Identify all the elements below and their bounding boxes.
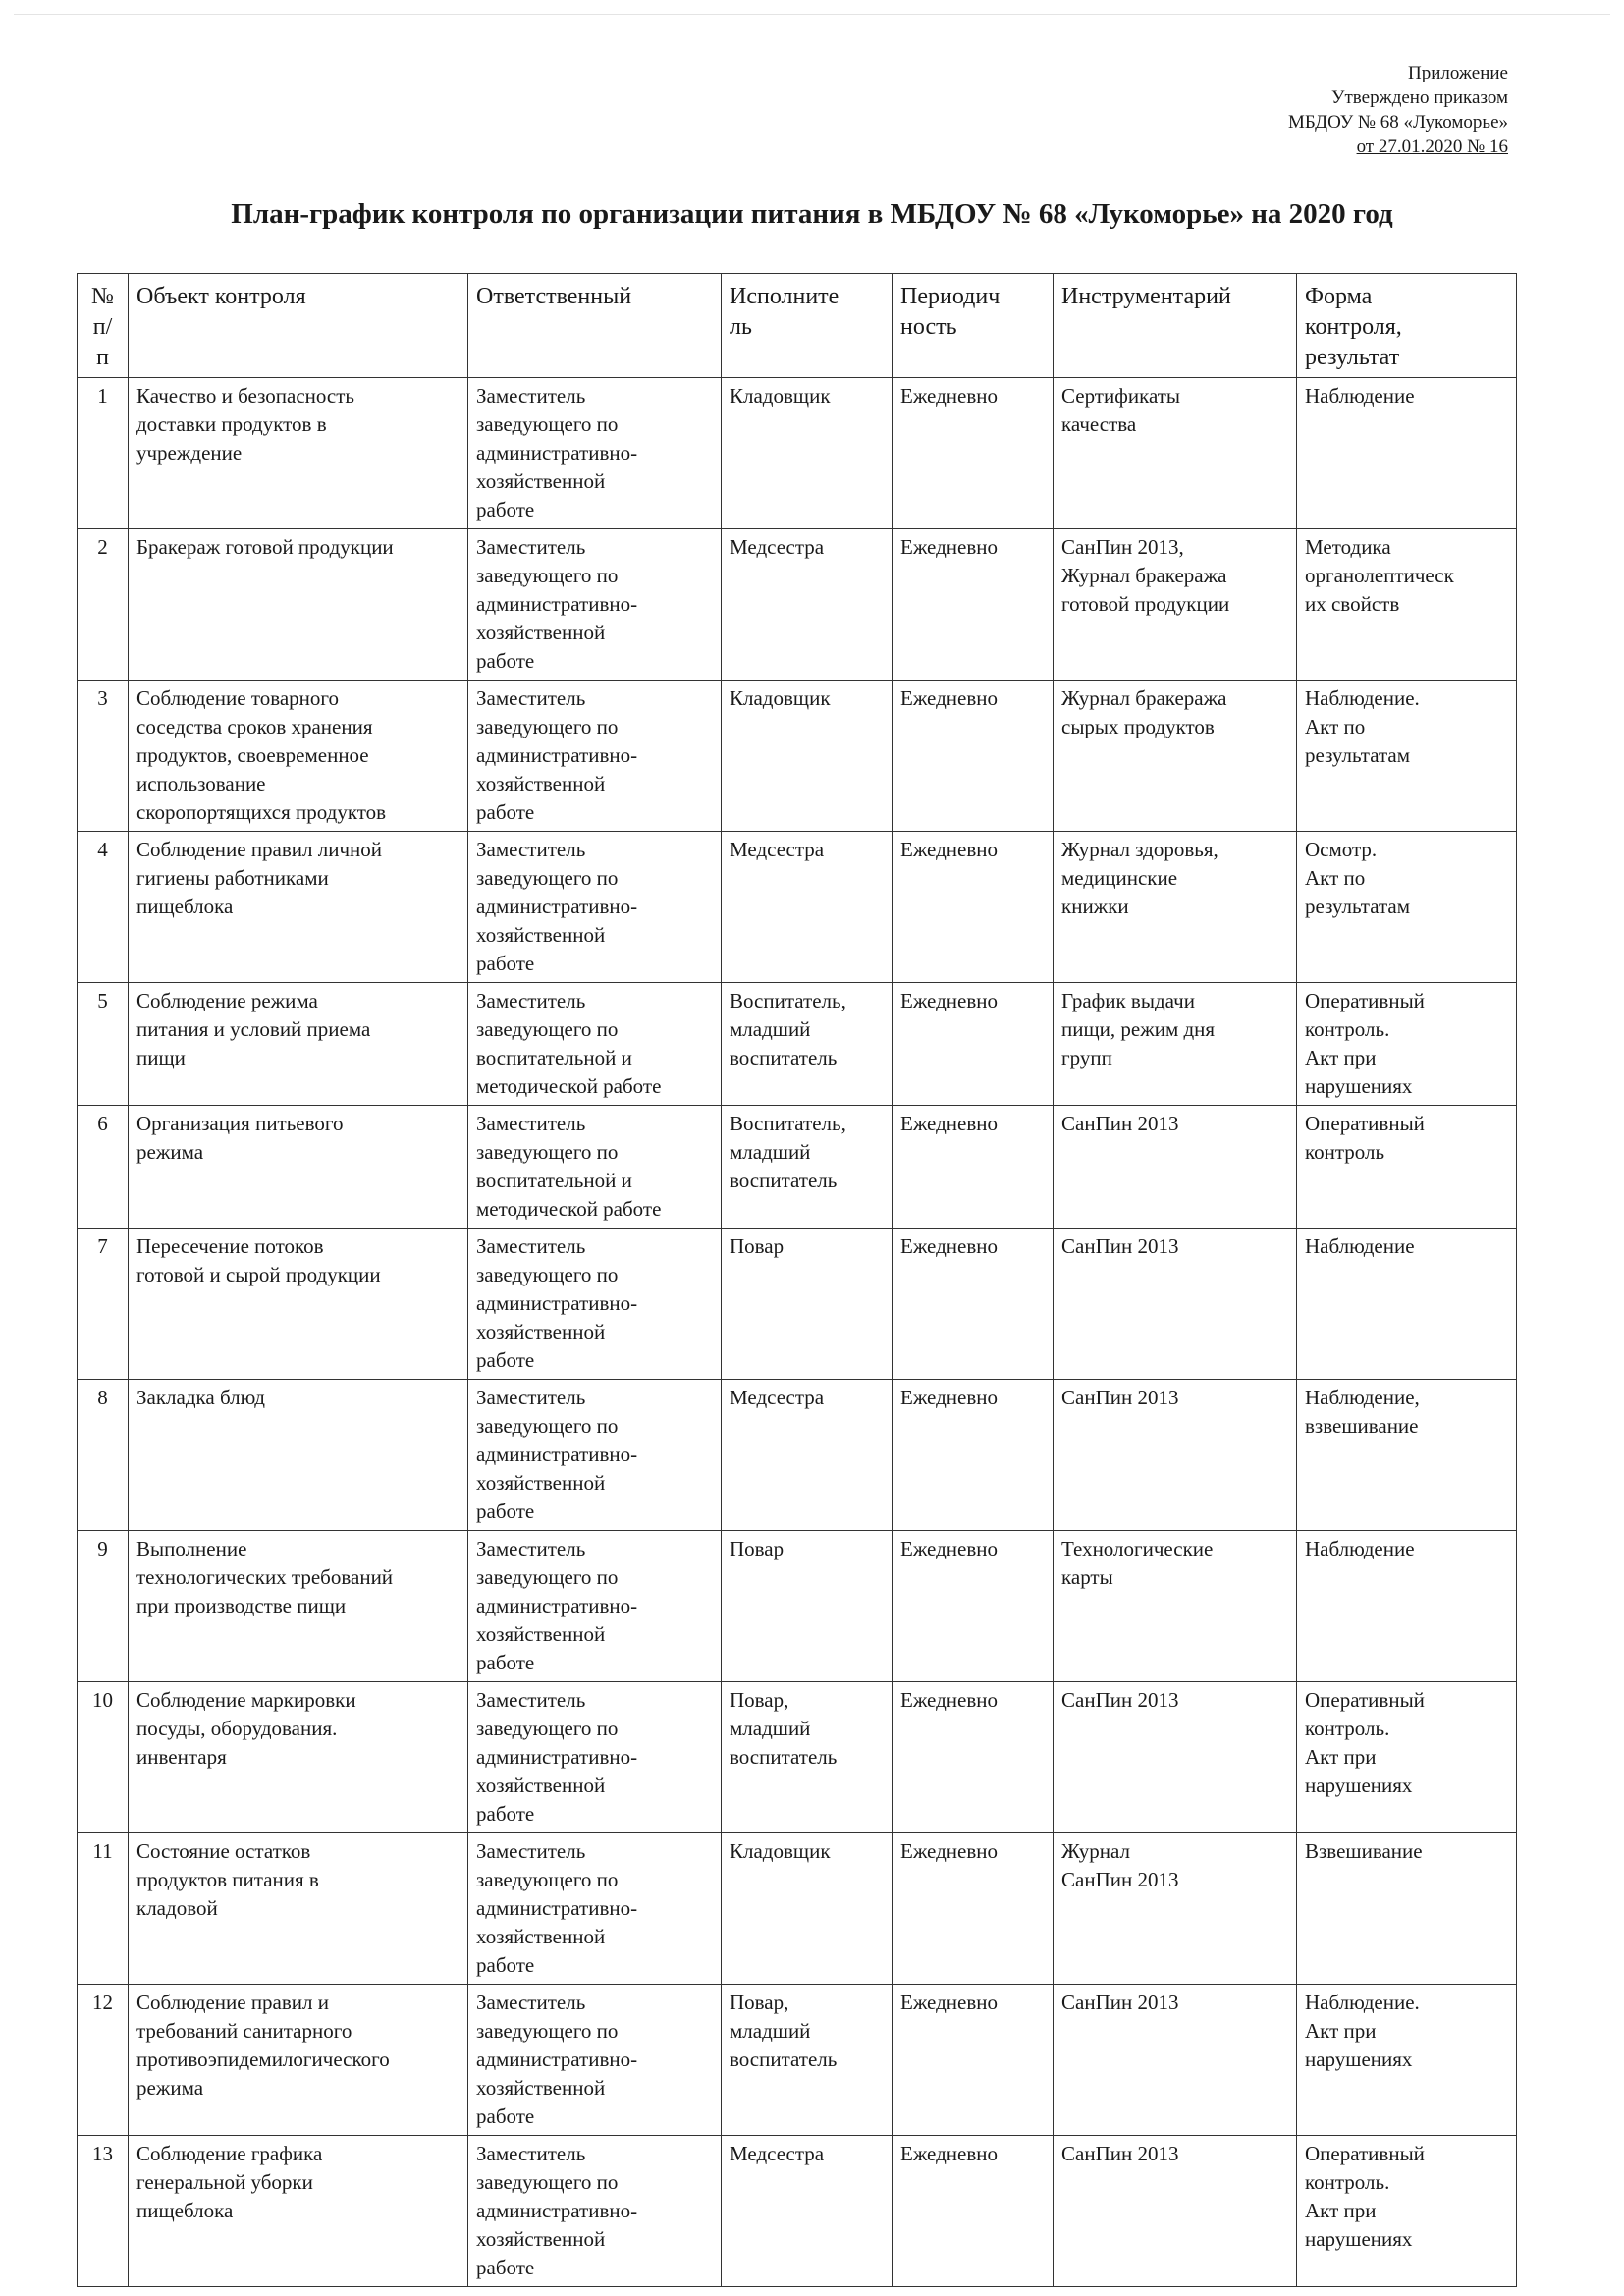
cell-num: 8 — [78, 1380, 129, 1531]
cell-object: Соблюдение правил и требований санитарного противоэпидемилогического режима — [129, 1985, 468, 2136]
cell-object: Выполнение технологических требований при производстве пищи — [129, 1531, 468, 1682]
cell-form: Оперативный контроль. Акт при нарушениях — [1297, 1682, 1517, 1833]
cell-executor: Воспитатель, младший воспитатель — [722, 983, 893, 1106]
cell-num: 4 — [78, 832, 129, 983]
cell-tools: СанПин 2013 — [1054, 1229, 1297, 1380]
cell-periodicity: Ежедневно — [893, 983, 1054, 1106]
cell-num: 5 — [78, 983, 129, 1106]
table-row — [78, 681, 1517, 832]
table-row — [78, 1229, 1517, 1380]
cell-num: 6 — [78, 1106, 129, 1229]
header-responsible: Ответственный — [468, 274, 722, 378]
cell-num: 11 — [78, 1833, 129, 1985]
cell-tools: Сертификаты качества — [1054, 378, 1297, 529]
cell-object: Соблюдение маркировки посуды, оборудования. инвентаря — [129, 1682, 468, 1833]
cell-object: Соблюдение правил личной гигиены работниками пищеблока — [129, 832, 468, 983]
cell-responsible: Заместитель заведующего по административно- хозяйственной работе — [468, 1833, 722, 1985]
cell-periodicity: Ежедневно — [893, 2136, 1054, 2287]
cell-periodicity: Ежедневно — [893, 1985, 1054, 2136]
cell-tools: СанПин 2013 — [1054, 1985, 1297, 2136]
cell-num: 1 — [78, 378, 129, 529]
cell-form: Взвешивание — [1297, 1833, 1517, 1985]
cell-executor: Медсестра — [722, 832, 893, 983]
cell-executor: Медсестра — [722, 1380, 893, 1531]
cell-executor: Кладовщик — [722, 378, 893, 529]
header-num: № п/ п — [78, 274, 129, 378]
cell-periodicity: Ежедневно — [893, 529, 1054, 681]
approval-line-2: Утверждено приказом — [1331, 87, 1508, 108]
table-header-row — [78, 274, 1517, 378]
cell-tools: СанПин 2013 — [1054, 1380, 1297, 1531]
cell-periodicity: Ежедневно — [893, 378, 1054, 529]
cell-num: 10 — [78, 1682, 129, 1833]
cell-periodicity: Ежедневно — [893, 681, 1054, 832]
cell-executor: Кладовщик — [722, 1833, 893, 1985]
table-row — [78, 1106, 1517, 1229]
cell-tools: График выдачи пищи, режим дня групп — [1054, 983, 1297, 1106]
table-row — [78, 832, 1517, 983]
cell-form: Наблюдение — [1297, 1229, 1517, 1380]
approval-line-1: Приложение — [1408, 63, 1508, 83]
cell-executor: Повар — [722, 1229, 893, 1380]
cell-tools: Технологические карты — [1054, 1531, 1297, 1682]
cell-tools: СанПин 2013 — [1054, 2136, 1297, 2287]
cell-responsible: Заместитель заведующего по административно- хозяйственной работе — [468, 832, 722, 983]
cell-responsible: Заместитель заведующего по административно- хозяйственной работе — [468, 1380, 722, 1531]
cell-periodicity: Ежедневно — [893, 832, 1054, 983]
cell-executor: Воспитатель, младший воспитатель — [722, 1106, 893, 1229]
cell-responsible: Заместитель заведующего по административно- хозяйственной работе — [468, 1985, 722, 2136]
cell-responsible: Заместитель заведующего по административно- хозяйственной работе — [468, 2136, 722, 2287]
cell-responsible: Заместитель заведующего по воспитательной и методической работе — [468, 1106, 722, 1229]
table-row — [78, 1380, 1517, 1531]
cell-num: 13 — [78, 2136, 129, 2287]
cell-responsible: Заместитель заведующего по административно- хозяйственной работе — [468, 1229, 722, 1380]
cell-form: Наблюдение, взвешивание — [1297, 1380, 1517, 1531]
cell-tools: Журнал здоровья, медицинские книжки — [1054, 832, 1297, 983]
cell-executor: Повар, младший воспитатель — [722, 1985, 893, 2136]
cell-num: 9 — [78, 1531, 129, 1682]
cell-form: Оперативный контроль. Акт при нарушениях — [1297, 2136, 1517, 2287]
table-row — [78, 378, 1517, 529]
cell-object: Бракераж готовой продукции — [129, 529, 468, 681]
cell-periodicity: Ежедневно — [893, 1682, 1054, 1833]
cell-form: Оперативный контроль — [1297, 1106, 1517, 1229]
cell-object: Состояние остатков продуктов питания в кладовой — [129, 1833, 468, 1985]
table-row — [78, 1985, 1517, 2136]
cell-tools: СанПин 2013, Журнал бракеража готовой продукции — [1054, 529, 1297, 681]
cell-object: Закладка блюд — [129, 1380, 468, 1531]
approval-line-4: от 27.01.2020 № 16 — [1356, 137, 1508, 157]
cell-form: Наблюдение — [1297, 1531, 1517, 1682]
table-row — [78, 983, 1517, 1106]
table-row — [78, 2136, 1517, 2287]
cell-num: 3 — [78, 681, 129, 832]
cell-executor: Повар — [722, 1531, 893, 1682]
cell-object: Соблюдение товарного соседства сроков хранения продуктов, своевременное использование скоропортящихся продуктов — [129, 681, 468, 832]
cell-object: Соблюдение графика генеральной уборки пищеблока — [129, 2136, 468, 2287]
cell-responsible: Заместитель заведующего по административно- хозяйственной работе — [468, 529, 722, 681]
cell-periodicity: Ежедневно — [893, 1833, 1054, 1985]
cell-executor: Медсестра — [722, 529, 893, 681]
cell-form: Методика органолептическ их свойств — [1297, 529, 1517, 681]
table-row — [78, 1531, 1517, 1682]
cell-tools: Журнал бракеража сырых продуктов — [1054, 681, 1297, 832]
cell-num: 2 — [78, 529, 129, 681]
header-tools: Инструментарий — [1054, 274, 1297, 378]
approval-line-3: МБДОУ № 68 «Лукоморье» — [1288, 112, 1508, 133]
header-periodicity: Периодич ность — [893, 274, 1054, 378]
cell-periodicity: Ежедневно — [893, 1380, 1054, 1531]
cell-responsible: Заместитель заведующего по воспитательной и методической работе — [468, 983, 722, 1106]
cell-responsible: Заместитель заведующего по административно- хозяйственной работе — [468, 1682, 722, 1833]
cell-form: Наблюдение. Акт при нарушениях — [1297, 1985, 1517, 2136]
cell-object: Организация питьевого режима — [129, 1106, 468, 1229]
cell-form: Наблюдение. Акт по результатам — [1297, 681, 1517, 832]
cell-responsible: Заместитель заведующего по административно- хозяйственной работе — [468, 1531, 722, 1682]
table-row — [78, 1833, 1517, 1985]
cell-num: 12 — [78, 1985, 129, 2136]
cell-form: Наблюдение — [1297, 378, 1517, 529]
cell-responsible: Заместитель заведующего по административно- хозяйственной работе — [468, 378, 722, 529]
cell-tools: Журнал СанПин 2013 — [1054, 1833, 1297, 1985]
cell-periodicity: Ежедневно — [893, 1531, 1054, 1682]
cell-periodicity: Ежедневно — [893, 1106, 1054, 1229]
header-executor: Исполните ль — [722, 274, 893, 378]
cell-object: Качество и безопасность доставки продуктов в учреждение — [129, 378, 468, 529]
cell-form: Осмотр. Акт по результатам — [1297, 832, 1517, 983]
cell-periodicity: Ежедневно — [893, 1229, 1054, 1380]
cell-tools: СанПин 2013 — [1054, 1106, 1297, 1229]
control-plan-table — [77, 273, 1517, 2287]
cell-executor: Кладовщик — [722, 681, 893, 832]
header-object: Объект контроля — [129, 274, 468, 378]
header-form: Форма контроля, результат — [1297, 274, 1517, 378]
cell-executor: Повар, младший воспитатель — [722, 1682, 893, 1833]
scan-edge — [14, 14, 1610, 15]
approval-stamp — [1288, 61, 1508, 159]
cell-object: Соблюдение режима питания и условий приема пищи — [129, 983, 468, 1106]
cell-object: Пересечение потоков готовой и сырой продукции — [129, 1229, 468, 1380]
document-title: План-график контроля по организации питания в МБДОУ № 68 «Лукоморье» на 2020 год — [231, 198, 1393, 230]
cell-responsible: Заместитель заведующего по административно- хозяйственной работе — [468, 681, 722, 832]
cell-executor: Медсестра — [722, 2136, 893, 2287]
cell-form: Оперативный контроль. Акт при нарушениях — [1297, 983, 1517, 1106]
cell-num: 7 — [78, 1229, 129, 1380]
table-row — [78, 1682, 1517, 1833]
table-row — [78, 529, 1517, 681]
cell-tools: СанПин 2013 — [1054, 1682, 1297, 1833]
